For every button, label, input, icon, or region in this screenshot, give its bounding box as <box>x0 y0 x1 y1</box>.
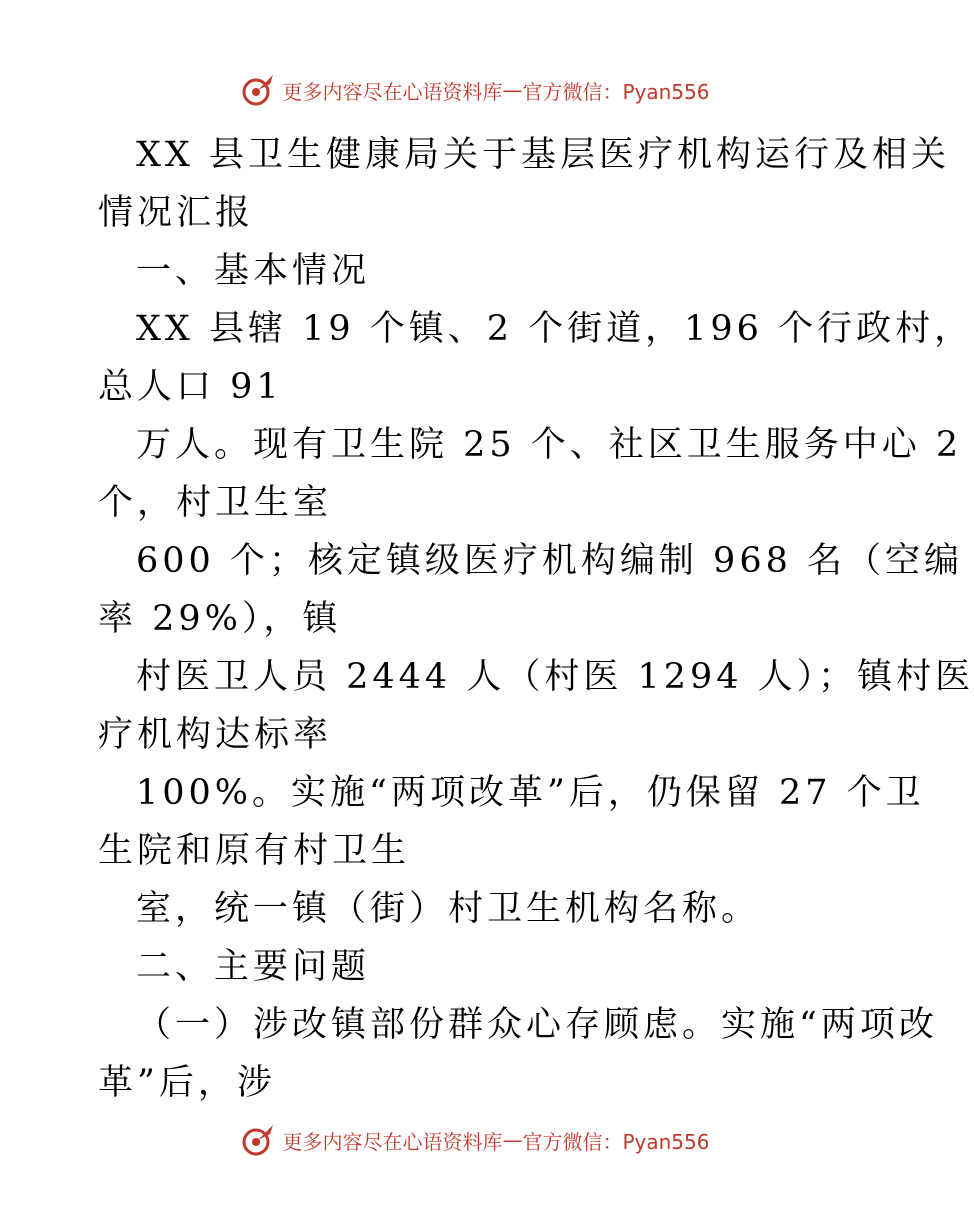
document-body <box>98 126 974 1112</box>
document-line: 疗机构达标率 <box>98 715 333 755</box>
header-banner <box>0 68 950 112</box>
document-line: 600 个；核定镇级医疗机构编制 968 名（空编 <box>136 541 963 581</box>
banner-site-text: 更多内容尽在心语资料库 <box>282 79 503 104</box>
document-line: XX 县卫生健康局关于基层医疗机构运行及相关 <box>136 135 950 175</box>
banner-wechat-text: 官方微信：Pyan556 <box>522 79 710 104</box>
document-line: 万人。现有卫生院 25 个、社区卫生服务中心 2 <box>136 425 963 465</box>
banner-separator: — <box>502 1128 523 1152</box>
footer-banner <box>0 1118 950 1162</box>
document-line: 室，统一镇（街）村卫生机构名称。 <box>136 889 761 929</box>
document-line: 100%。实施“两项改革”后，仍保留 27 个卫 <box>136 773 925 813</box>
document-line: XX 县辖 19 个镇、2 个街道，196 个行政村， <box>136 309 974 349</box>
document-line: 二、主要问题 <box>136 947 371 987</box>
document-line: 总人口 91 <box>98 367 283 407</box>
document-line: （一）涉改镇部份群众心存顾虑。实施“两项改 <box>136 1005 938 1045</box>
document-line: 村医卫人员 2444 人（村医 1294 人）；镇村医 <box>136 657 974 697</box>
document-line: 革”后，涉 <box>98 1063 276 1103</box>
document-line: 一、基本情况 <box>136 251 371 291</box>
banner-separator: — <box>502 78 523 102</box>
document-line: 个，村卫生室 <box>98 483 333 523</box>
document-line: 生院和原有村卫生 <box>98 831 411 871</box>
document-line: 率 29%），镇 <box>98 599 342 639</box>
quill-circle-logo-icon <box>240 72 276 108</box>
quill-circle-logo-icon <box>240 1122 276 1158</box>
document-line: 情况汇报 <box>98 193 255 233</box>
banner-wechat-text: 官方微信：Pyan556 <box>522 1129 710 1154</box>
banner-site-text: 更多内容尽在心语资料库 <box>282 1129 503 1154</box>
